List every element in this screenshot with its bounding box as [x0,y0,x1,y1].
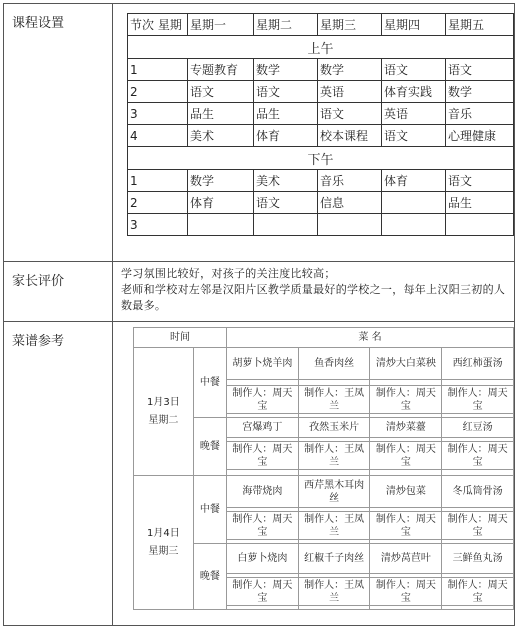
course-cell: 品生 [446,192,514,214]
morning-header: 上午 [128,36,514,59]
dish-cell: 孜然玉米片 [298,418,370,438]
course-cell: 美术 [188,125,254,147]
schedule-row [128,103,514,125]
course-cell: 音乐 [446,103,514,125]
dish-cell: 白萝卜烧肉 [226,544,298,574]
course-cell: 数学 [188,170,254,192]
info-sheet [3,3,515,626]
day-header: 星期五 [446,14,514,36]
period-cell: 4 [128,125,188,147]
course-cell [382,214,446,236]
dish-cell: 胡萝卜烧羊肉 [226,348,298,380]
dish-cell: 冬瓜筒骨汤 [442,476,514,508]
dish-cell: 清炒莴苣叶 [370,544,442,574]
course-cell: 美术 [254,170,318,192]
afternoon-header: 下午 [128,147,514,170]
maker-cell: 制作人：周天宝 [442,578,514,606]
period-cell: 1 [128,170,188,192]
evaluation-line: 学习氛围比较好，对孩子的关注度比较高； [121,267,336,280]
period-cell: 2 [128,81,188,103]
schedule-row [128,125,514,147]
course-cell: 英语 [382,103,446,125]
dish-cell: 红豆汤 [442,418,514,438]
menu-section-label: 菜谱参考 [4,322,113,626]
maker-cell: 制作人：周天宝 [442,386,514,414]
maker-cell: 制作人：王凤兰 [298,386,370,414]
maker-cell: 制作人：周天宝 [226,578,298,606]
course-cell: 体育 [382,170,446,192]
course-cell: 信息 [318,192,382,214]
dish-cell: 三鲜鱼丸汤 [442,544,514,574]
course-cell: 校本课程 [318,125,382,147]
schedule-row [128,192,514,214]
course-cell: 品生 [188,103,254,125]
evaluation-line: 老师和学校对左邻是汉阳片区教学质量最好的学校之一，每年上汉阳三初的人数最多。 [121,283,506,312]
menu-date: 1月3日 [147,396,180,408]
dish-cell: 清炒大白菜秧 [370,348,442,380]
course-cell: 语文 [188,81,254,103]
dish-cell: 红椒千子肉丝 [298,544,370,574]
course-cell: 语文 [446,59,514,81]
dish-cell: 鱼香肉丝 [298,348,370,380]
day-cell [134,476,194,610]
maker-cell: 制作人：周天宝 [370,386,442,414]
period-cell: 3 [128,103,188,125]
course-cell: 专题教育 [188,59,254,81]
maker-cell: 制作人：王凤兰 [298,442,370,470]
menu-cell [113,322,515,626]
day-header: 星期二 [254,14,318,36]
course-cell: 数学 [318,59,382,81]
meal-cell: 晚餐 [193,418,226,476]
course-cell: 语文 [382,59,446,81]
dish-row [134,348,514,380]
course-cell: 语文 [318,103,382,125]
day-cell [134,348,194,476]
course-cell [446,214,514,236]
schedule-row [128,214,514,236]
meal-cell: 中餐 [193,476,226,544]
course-cell [254,214,318,236]
maker-cell: 制作人：周天宝 [442,442,514,470]
maker-cell: 制作人：周天宝 [226,442,298,470]
menu-table [133,327,514,610]
maker-cell: 制作人：周天宝 [370,512,442,540]
course-cell [318,214,382,236]
day-header: 星期一 [188,14,254,36]
course-cell: 语文 [446,170,514,192]
schedule-row [128,170,514,192]
period-cell: 3 [128,214,188,236]
dish-cell: 清炒菜薹 [370,418,442,438]
course-cell: 心理健康 [446,125,514,147]
period-cell: 2 [128,192,188,214]
course-cell: 体育实践 [382,81,446,103]
dish-row [134,476,514,508]
day-header: 星期三 [318,14,382,36]
day-header: 星期四 [382,14,446,36]
course-cell: 音乐 [318,170,382,192]
maker-cell: 制作人：周天宝 [442,512,514,540]
menu-weekday: 星期二 [148,414,179,426]
maker-cell: 制作人：周天宝 [226,386,298,414]
schedule-row [128,59,514,81]
dish-cell: 海带烧肉 [226,476,298,508]
maker-cell: 制作人：王凤兰 [298,578,370,606]
meal-cell: 中餐 [193,348,226,418]
maker-cell: 制作人：周天宝 [370,442,442,470]
maker-cell: 制作人：王凤兰 [298,512,370,540]
dish-header: 菜 名 [226,328,513,348]
meal-cell: 晚餐 [193,544,226,610]
dish-cell: 西芹黑木耳肉丝 [298,476,370,508]
course-cell: 语文 [382,125,446,147]
evaluation-section-label: 家长评价 [4,262,113,322]
maker-cell: 制作人：周天宝 [370,578,442,606]
maker-cell: 制作人：周天宝 [226,512,298,540]
period-cell: 1 [128,59,188,81]
course-cell: 英语 [318,81,382,103]
schedule-section-label: 课程设置 [4,4,113,262]
course-cell: 语文 [254,192,318,214]
course-cell: 语文 [254,81,318,103]
schedule-row [128,81,514,103]
schedule-corner-header: 节次 星期 [128,14,188,36]
dish-cell: 宫爆鸡丁 [226,418,298,438]
menu-weekday: 星期三 [148,545,179,557]
course-cell: 体育 [188,192,254,214]
course-cell: 数学 [446,81,514,103]
dish-cell: 清炒包菜 [370,476,442,508]
dish-cell: 西红柿蛋汤 [442,348,514,380]
course-cell [382,192,446,214]
course-cell: 数学 [254,59,318,81]
course-schedule-table [127,13,514,236]
schedule-cell [113,4,515,262]
menu-date: 1月4日 [147,527,180,539]
course-cell [188,214,254,236]
time-header: 时间 [134,328,227,348]
evaluation-text [113,262,515,322]
course-cell: 体育 [254,125,318,147]
course-cell: 品生 [254,103,318,125]
